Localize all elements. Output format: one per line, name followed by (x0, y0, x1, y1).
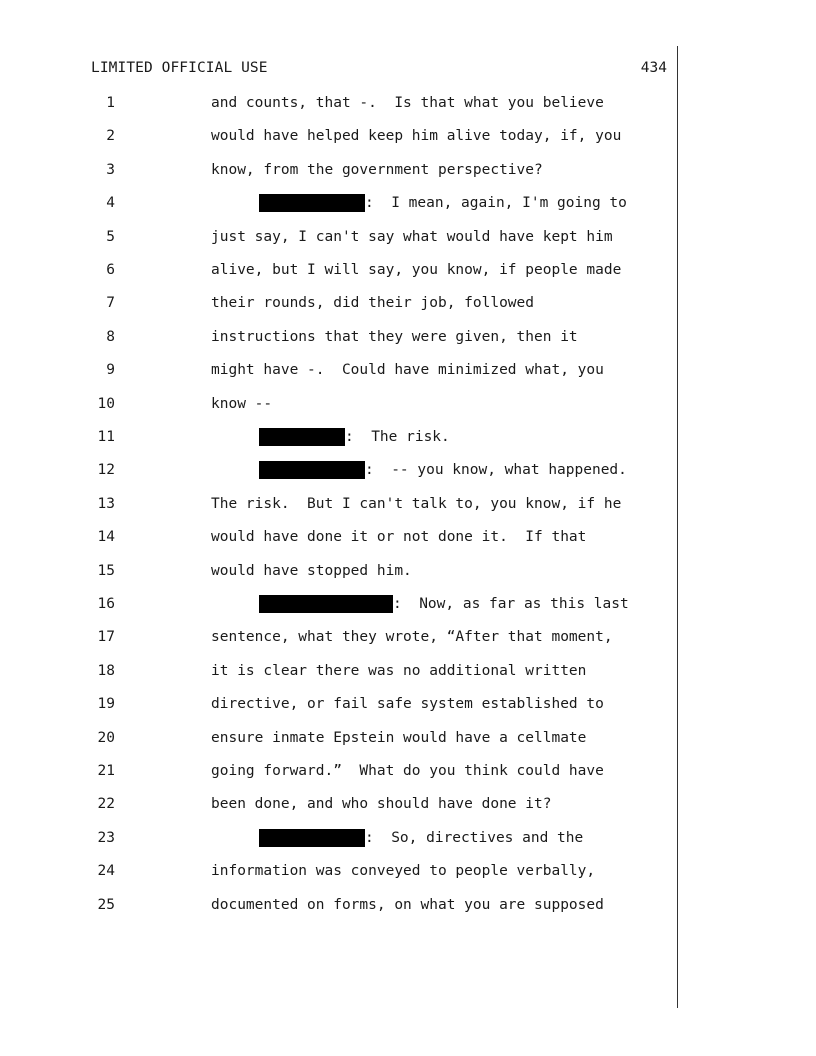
line-number: 7 (106, 295, 115, 312)
line-text: documented on forms, on what you are supposed (211, 896, 604, 913)
line-number: 22 (97, 796, 115, 813)
line-text: and counts, that -. Is that what you believe (211, 95, 604, 111)
line-text: sentence, what they wrote, “After that moment, (211, 629, 613, 646)
transcript-line-3 (0, 159, 700, 181)
line-number: 2 (106, 128, 115, 145)
speaker-turn (259, 459, 627, 481)
line-text: their rounds, did their job, followed (211, 295, 535, 312)
line-text: know, from the government perspective? (211, 161, 543, 178)
transcript-line-10 (0, 393, 700, 415)
line-number: 24 (97, 863, 115, 880)
speaker-turn (259, 192, 627, 214)
line-number: 6 (106, 262, 115, 278)
line-text: would have stopped him. (211, 562, 412, 579)
line-number: 1 (106, 95, 115, 111)
line-text: it is clear there was no additional written (211, 662, 587, 679)
redaction-box (259, 829, 365, 847)
redaction-box (259, 194, 365, 212)
redaction-box (259, 595, 393, 613)
transcript-line-22 (0, 793, 700, 815)
line-number: 16 (97, 596, 115, 612)
line-text: ensure inmate Epstein would have a cellmate (211, 729, 587, 746)
line-number: 12 (97, 462, 115, 479)
line-text: been done, and who should have done it? (211, 796, 552, 813)
transcript-line-1 (0, 92, 700, 114)
line-text: : I mean, again, I'm going to (365, 195, 627, 212)
line-number: 17 (97, 629, 115, 646)
transcript-line-19 (0, 693, 700, 715)
line-number: 10 (97, 395, 115, 412)
line-text: just say, I can't say what would have kept him (211, 228, 613, 245)
transcript-line-4 (0, 192, 700, 214)
classification-header: LIMITED OFFICIAL USE (91, 60, 268, 76)
transcript-line-17 (0, 626, 700, 648)
line-text: going forward.” What do you think could have (211, 763, 604, 779)
speaker-turn (259, 593, 629, 615)
line-text: would have helped keep him alive today, if, you (211, 128, 622, 145)
line-number: 11 (97, 429, 115, 445)
transcript-line-24 (0, 860, 700, 882)
transcript-line-11 (0, 426, 700, 448)
transcript-line-13 (0, 493, 700, 515)
line-number: 3 (106, 161, 115, 178)
transcript-line-23 (0, 827, 700, 849)
line-text: alive, but I will say, you know, if people made (211, 262, 622, 278)
line-text: know -- (211, 395, 273, 412)
line-text: : The risk. (345, 429, 450, 445)
line-text: : So, directives and the (365, 829, 584, 846)
line-number: 21 (97, 763, 115, 779)
transcript-line-21 (0, 760, 700, 782)
line-text: instructions that they were given, then it (211, 328, 578, 345)
speaker-turn (259, 426, 450, 448)
transcript-line-8 (0, 326, 700, 348)
line-text: would have done it or not done it. If that (211, 529, 587, 546)
line-number: 18 (97, 662, 115, 679)
line-text: information was conveyed to people verbally, (211, 863, 596, 880)
line-text: : -- you know, what happened. (365, 462, 627, 479)
line-number: 20 (97, 729, 115, 746)
transcript-line-14 (0, 526, 700, 548)
line-text: directive, or fail safe system established to (211, 696, 604, 713)
line-number: 13 (97, 495, 115, 512)
line-number: 9 (106, 362, 115, 379)
transcript-line-9 (0, 359, 700, 381)
line-number: 23 (97, 829, 115, 846)
transcript-line-16 (0, 593, 700, 615)
line-number: 19 (97, 696, 115, 713)
redaction-box (259, 428, 345, 446)
speaker-turn (259, 827, 583, 849)
line-number: 25 (97, 896, 115, 913)
line-number: 15 (97, 562, 115, 579)
transcript-line-18 (0, 660, 700, 682)
transcript-line-15 (0, 560, 700, 582)
transcript-line-5 (0, 226, 700, 248)
line-text: : Now, as far as this last (393, 596, 629, 612)
line-number: 8 (106, 328, 115, 345)
line-number: 4 (106, 195, 115, 212)
line-text: might have -. Could have minimized what, you (211, 362, 604, 379)
transcript-line-12 (0, 459, 700, 481)
redaction-box (259, 461, 365, 479)
line-number: 5 (106, 228, 115, 245)
line-text: The risk. But I can't talk to, you know, if he (211, 495, 622, 512)
transcript-line-20 (0, 727, 700, 749)
transcript-line-7 (0, 292, 700, 314)
transcript-line-6 (0, 259, 700, 281)
page-number: 434 (640, 60, 667, 76)
line-number: 14 (97, 529, 115, 546)
transcript-line-2 (0, 125, 700, 147)
transcript-line-25 (0, 894, 700, 916)
